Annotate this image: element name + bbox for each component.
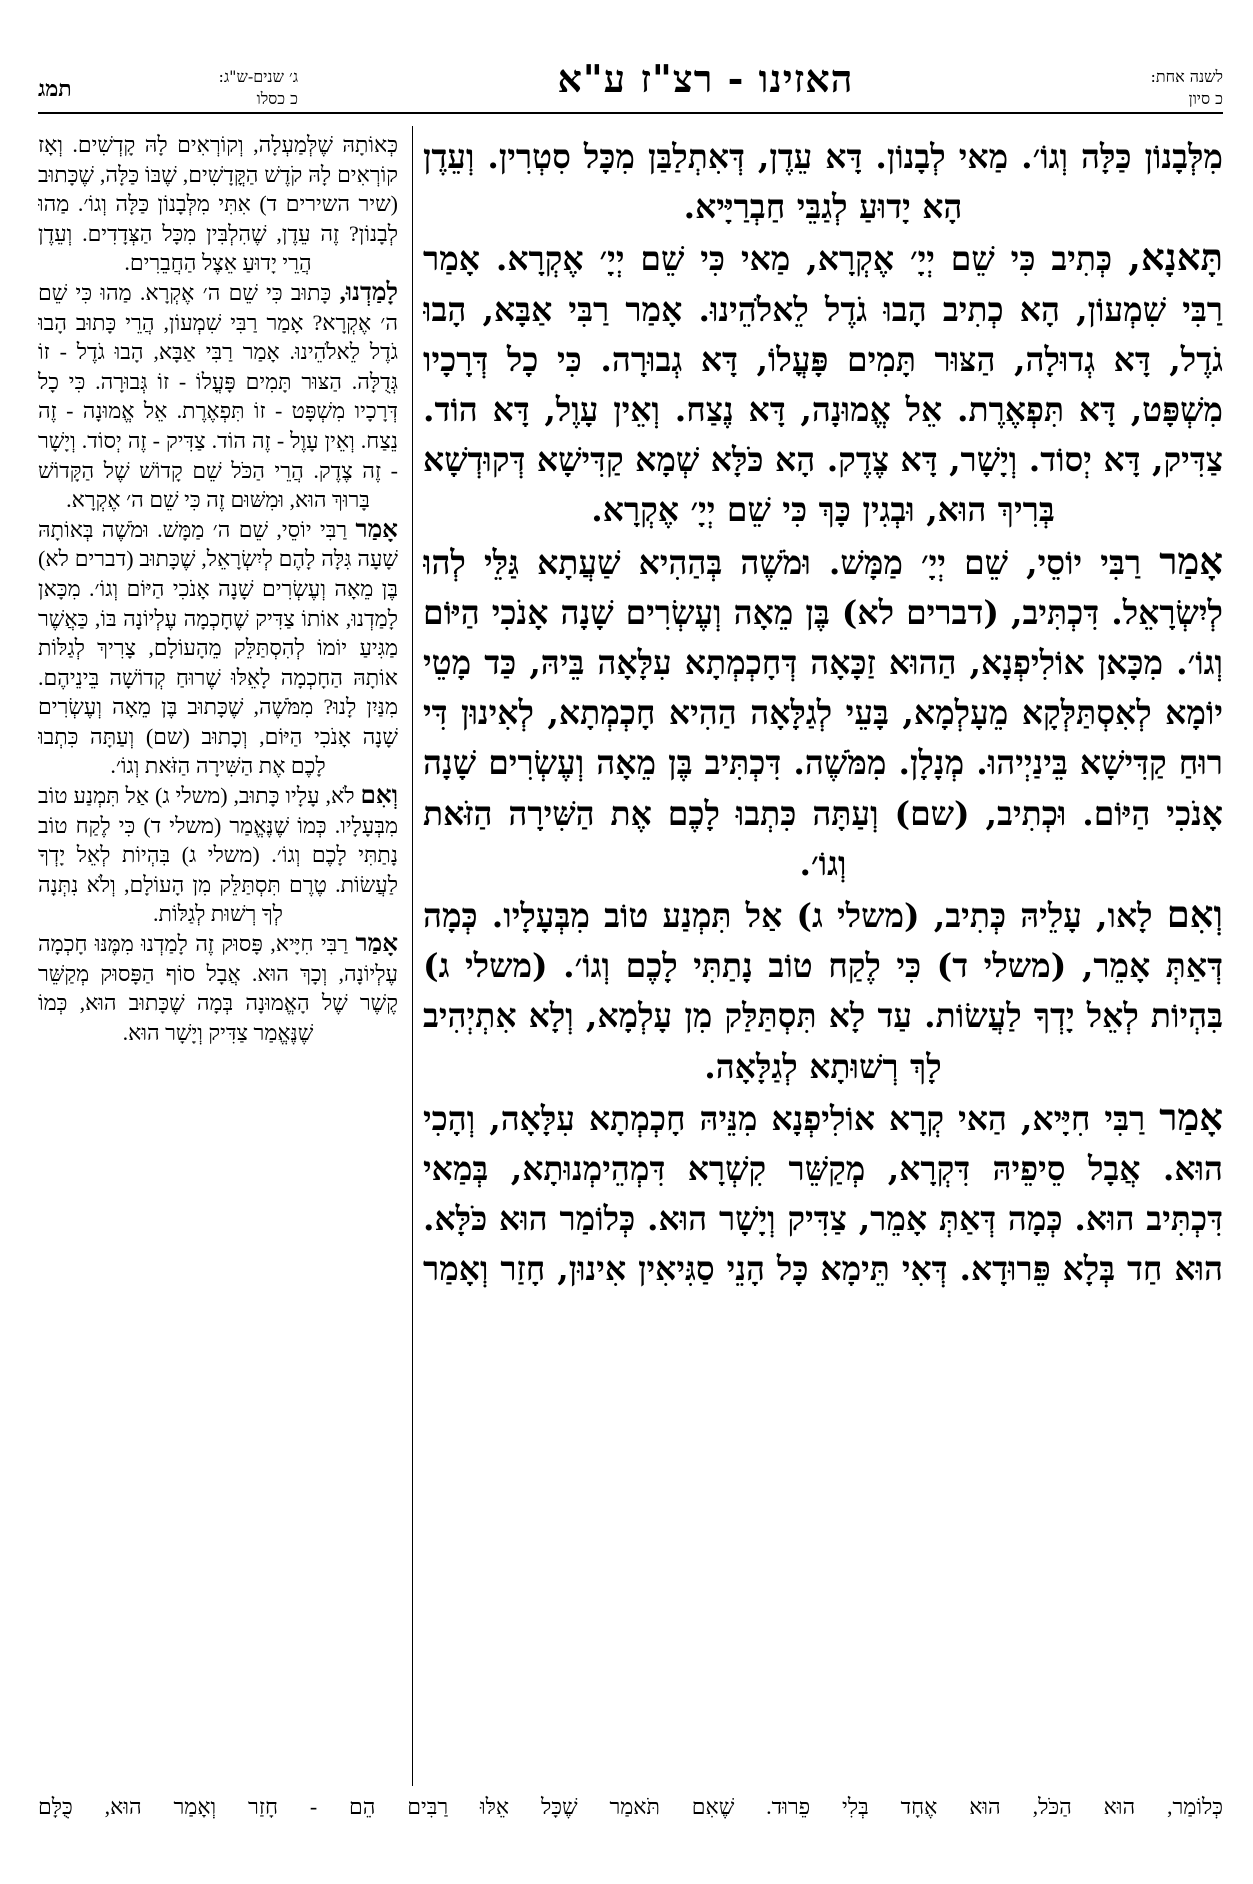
aramaic-text-column xyxy=(423,130,1223,1786)
opening-word: וְאִם xyxy=(360,782,398,810)
opening-word: לָמַדְנוּ, xyxy=(339,278,398,306)
paragraph-text: לָאו, עָלֵיהּ כְּתִיב, (משלי ג) אַל תִּמְנַע טוֹב מִבְּעָלָיו. כְּמָה דְּאַתְּ אָמֵר, (משלי ד) כִּי לֶקַח טוֹב נָתַתִּי לָכֶם וְגוֹ׳. (משלי ג) בִּהְיוֹת לְאֵל יָדְךָ לַעֲשׂוֹת. עַד לָא תִּסְתַּלַּק מִן עָלְמָא, וְלָא אִתְיְהִיב לָךְ רְשׁוּתָא לְגַלָּאָה. xyxy=(423,896,1223,1086)
paragraph-text: רַבִּי חִיָּיא, הַאי קְרָא אוֹלִיפְנָא מִנֵּיהּ חָכְמְתָא עִלָּאָה, וְהָכִי הוּא. אֲבָל סֵיפֵיהּ דִּקְרָא, מְקַשֵּׁר קִשְׁרָא דִּמְהֵימְנוּתָא, בְּמַאי דִּכְתִּיב הוּא. כְּמָה דְּאַתְּ אָמֵר, צַדִּיק וְיָשָׁר הוּא. כְּלוֹמַר הוּא כֹּלָּא. הוּא חַד בְּלָא פֵּרוּדָא. דְּאִי תֵּימָא כָּל הָנֵי סַגִּיאִין אִינוּן, חָזַר וְאָמַר xyxy=(423,1098,1223,1289)
opening-word: אָמַר xyxy=(1159,538,1223,583)
main-paragraph xyxy=(423,536,1223,889)
paragraph-text: מִלְּבָנוֹן כַּלָּה וְגוֹ׳. מַאי לְבָנוֹן. דָּא עֵדֶן, דְּאִתְלַבַּן מִכָּל סִטְרִין. וְעֵדֶן הָא יָדוּעַ לְגַבֵּי חַבְרַיָּיא. xyxy=(423,137,1223,227)
paragraph-text: רַבִּי יוֹסֵי, שֵׁם יְיָ׳ מַמָּשׁ. וּמֹשֶׁה בְּהַהִיא שַׁעֲתָא גַּלֵּי לְהוּ לְיִשְׂרָאֵל. דִּכְתִּיב, (דברים לא) בֶּן מֵאָה וְעֶשְׂרִים שָׁנָה אָנֹכִי הַיּוֹם וְגוֹ׳. מִכָּאן אוֹלִיפְנָא, הַהוּא זַכָּאָה דְּחָכְמְתָא עִלָּאָה בֵּיהּ, כַּד מָטֵי יוֹמָא לְאִסְתַּלְּקָא מֵעָלְמָא, בָּעֵי לְגַלָּאָה הַהִיא חָכְמְתָא, לְאִינוּן דִּי רוּחַ קַדִּישָׁא בֵּינַיְיהוּ. מְנָלָן. מִמֹּשֶׁה. דִּכְתִּיב בֶּן מֵאָה וְעֶשְׂרִים שָׁנָה אָנֹכִי הַיּוֹם. וּכְתִיב, (שם) וְעַתָּה כִּתְבוּ לָכֶם אֶת הַשִּׁירָה הַזֹּאת וְגוֹ׳. xyxy=(423,542,1223,883)
page-title: האזינו - רצ"ז ע"א xyxy=(557,56,854,101)
page-number: תמג xyxy=(38,76,72,102)
schedule-date: כ כסלו xyxy=(256,89,298,108)
schedule-label: ג׳ שנים-ש"ג: xyxy=(218,67,298,86)
main-paragraph xyxy=(423,232,1223,535)
daily-schedule-one-year xyxy=(1103,66,1223,110)
paragraph-text: לֹא, עָלָיו כָּתוּב, (משלי ג) אַל תִּמְנַע טוֹב מִבְּעָלָיו. כְּמוֹ שֶׁנֶּאֱמַר (משלי ד) כִּי לֶקַח טוֹב נָתַתִּי לָכֶם וְגוֹ׳. (משלי ג) בִּהְיוֹת לְאֵל יָדְךָ לַעֲשׂוֹת. טֶרֶם תִּסְתַּלֵּק מִן הָעוֹלָם, וְלֹא נִתְּנָה לְךָ רְשׁוּת לְגַלּוֹת. xyxy=(38,783,398,927)
paragraph-text: כְּאוֹתָהּ שֶׁלְּמַעְלָה, וְקוֹרְאִים לָהּ קָדְשִׁים. וְאָז קוֹרְאִים לָהּ קֹדֶשׁ הַקֳּדָשִׁים, שֶׁבּוֹ כַּלָּה, שֶׁכָּתוּב (שיר השירים ד) אִתִּי מִלְּבָנוֹן כַּלָּה וְגוֹ׳. מַהוּ לְבָנוֹן? זֶה עֵדֶן, שֶׁהִלְבִּין מִכָּל הַצְּדָדִים. וְעֵדֶן הֲרֵי יָדוּעַ אֵצֶל הַחֲבֵרִים. xyxy=(38,132,398,276)
main-paragraph xyxy=(423,1092,1223,1295)
opening-word: אָמַר xyxy=(355,515,398,543)
page-header xyxy=(38,30,1223,112)
paragraph-text: רַבִּי חִיָּיא, פָּסוּק זֶה לָמַדְנוּ מִמֶּנּוּ חָכְמָה עֶלְיוֹנָה, וְכָךְ הוּא. אֲבָל סוֹף הַפָּסוּק מְקַשֵּׁר קֶשֶׁר שֶׁל הָאֱמוּנָה בְּמָה שֶׁכָּתוּב הוּא, כְּמוֹ שֶׁנֶּאֱמַר צַדִּיק וְיָשָׁר הוּא. xyxy=(38,931,398,1045)
column-divider xyxy=(412,126,413,1786)
continuation-footer-line: כְּלוֹמַר, הוּא הַכֹּל, הוּא אֶחָד בְּלִי פֵרוּד. שֶׁאִם תֹּאמַר שֶׁכָּל אֵלּוּ רַבִּים הֵם - חָזַר וְאָמַר הוּא, כֻּלָּם xyxy=(38,1794,1223,1819)
schedule-label: לשנה אחת: xyxy=(1150,67,1223,86)
side-paragraph xyxy=(38,278,398,515)
main-paragraph xyxy=(423,889,1223,1092)
hebrew-translation-column xyxy=(38,130,398,1786)
opening-word: וְאִם xyxy=(1166,892,1223,937)
paragraph-text: כְּתִיב כִּי שֵׁם יְיָ׳ אֶקְרָא, מַאי כִּי שֵׁם יְיָ׳ אֶקְרָא. אָמַר רַבִּי שִׁמְעוֹן, הָא כְתִיב הָבוּ גֹדֶל לֵאלֹהֵינוּ. אָמַר רַבִּי אַבָּא, הָבוּ גֹדֶל, דָּא גְדוּלָה, הַצּוּר תָּמִים פָּעֳלוֹ, דָּא גְבוּרָה. כִּי כָל דְּרָכָיו מִשְׁפָּט, דָּא תִּפְאֶרֶת. אֵל אֱמוּנָה, דָּא נֶצַח. וְאֵין עָוֶל, דָּא הוֹד. צַדִּיק, דָּא יְסוֹד. וְיָשָׁר, דָּא צֶדֶק. הָא כֹּלָּא שְׁמָא קַדִּישָׁא דְּקוּדְשָׁא בְּרִיךְ הוּא, וּבְגִין כָּךְ כִּי שֵׁם יְיָ׳ אֶקְרָא. xyxy=(423,239,1223,530)
side-paragraph xyxy=(38,929,398,1047)
paragraph-text: רַבִּי יוֹסֵי, שֵׁם ה׳ מַמָּשׁ. וּמֹשֶׁה בְּאוֹתָהּ שָׁעָה גִּלָּה לָהֶם לְיִשְׂרָאֵל, שֶׁכָּתוּב (דברים לא) בֶּן מֵאָה וְעֶשְׂרִים שָׁנָה אָנֹכִי הַיּוֹם וְגוֹ׳. מִכָּאן לָמַדְנוּ, אוֹתוֹ צַדִּיק שֶׁחָכְמָה עֶלְיוֹנָה בּוֹ, כַּאֲשֶׁר מַגִּיעַ יוֹמוֹ לְהִסְתַּלֵּק מֵהָעוֹלָם, צָרִיךְ לְגַלּוֹת אוֹתָהּ הַחָכְמָה לָאֵלּוּ שֶׁרוּחַ קְדוֹשָׁה בֵּינֵיהֶם. מִנַּיִן לָנוּ? מִמֹּשֶׁה, שֶׁכָּתוּב בֶּן מֵאָה וְעֶשְׂרִים שָׁנָה אָנֹכִי הַיּוֹם, וְכָתוּב (שם) וְעַתָּה כִּתְבוּ לָכֶם אֶת הַשִּׁירָה הַזֹּאת וְגוֹ׳. xyxy=(38,516,398,779)
side-paragraph xyxy=(38,781,398,929)
zohar-page xyxy=(38,30,1223,1860)
side-paragraph xyxy=(38,515,398,781)
schedule-date: כ סיון xyxy=(1188,89,1223,108)
side-paragraph xyxy=(38,130,398,278)
opening-word: אָמַר xyxy=(355,930,398,958)
opening-word: תָּאנָא, xyxy=(1128,235,1223,280)
header-rule xyxy=(38,112,1223,114)
main-paragraph xyxy=(423,130,1223,232)
opening-word: אָמַר xyxy=(1159,1094,1223,1139)
paragraph-text: כָּתוּב כִּי שֵׁם ה׳ אֶקְרָא. מַהוּ כִּי שֵׁם ה׳ אֶקְרָא? אָמַר רַבִּי שִׁמְעוֹן, הֲרֵי כָּתוּב הָבוּ גֹדֶל לֵאלֹהֵינוּ. אָמַר רַבִּי אַבָּא, הָבוּ גֹדֶל - זוֹ גְּדֻלָּה. הַצּוּר תָּמִים פָּעֳלוֹ - זוֹ גְּבוּרָה. כִּי כָל דְּרָכָיו מִשְׁפָּט - זוֹ תִּפְאֶרֶת. אֵל אֱמוּנָה - זֶה נֵצַח. וְאֵין עָוֶל - זֶה הוֹד. צַדִּיק - זֶה יְסוֹד. וְיָשָׁר - זֶה צֶדֶק. הֲרֵי הַכֹּל שֵׁם קָדוֹשׁ שֶׁל הַקָּדוֹשׁ בָּרוּךְ הוּא, וּמִשּׁוּם זֶה כִּי שֵׁם ה׳ אֶקְרָא. xyxy=(38,279,398,513)
